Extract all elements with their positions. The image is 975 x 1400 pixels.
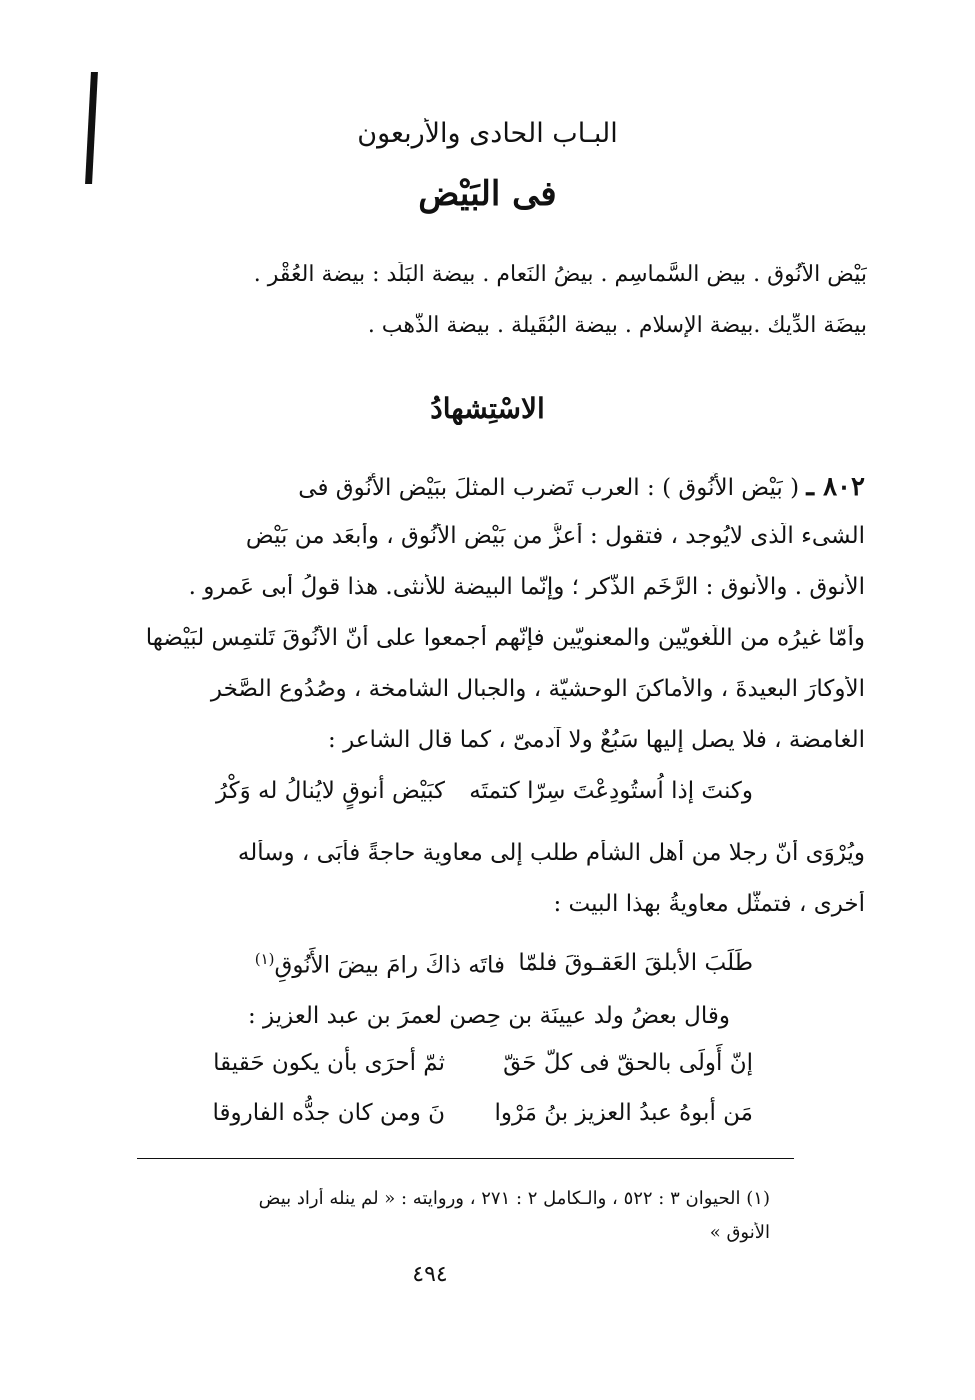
entry-text: ( بَيْض الأَنُوق ) : العرب تَضرب المثلَ ببَيْض الأَنُوق فى (298, 475, 800, 501)
verse-hemistich-first: إنّ أَولَى بالحقّ فى كلّ حَقّ (503, 1050, 753, 1076)
verse-hemistich-first: وكنتَ إذا اُستُودِعْتَ سِرّا كتمتَه (469, 778, 753, 804)
page-number: ٤٩٤ (412, 1262, 448, 1287)
footnote-line: الأنوق » (709, 1222, 770, 1243)
entry-number: ٨٠٢ ـ (806, 472, 865, 502)
chapter-subtitle: فى البَيْض (418, 174, 557, 214)
narration-line: أخرى ، فتمثّل معاويةُ بهذا البيت : (553, 891, 865, 917)
chapter-title: البـاب الحادى والأربعون (357, 118, 618, 149)
footnote-marker: (١) (254, 950, 275, 968)
entry-first-line (110, 472, 865, 502)
section-heading: الاسْتِشهادُ (430, 392, 545, 425)
margin-marker (85, 72, 98, 184)
verse-hemistich-second: كبَيْض أنوقٍ لايُنالُ له وَكْرُ (215, 778, 445, 804)
entry-line: الأوكارَ البعيدةَ ، والأماكنَ الوحشيّة ، والجبال الشامخة ، وصُدُوع الصَّخر (210, 676, 865, 702)
verse-text: فاتَه ذاكَ رامَ بيضَ الأَنُوقِ (274, 952, 505, 979)
footnote-line: (١) الحيوان ٣ : ٥٢٢ ، والـكامل ٢ : ٢٧١ ، وروايته : « لم ينله أراد بيض (258, 1188, 770, 1209)
topics-line: بَيْض الأَنُوق . بيض السَّماسِم . بيضُ النَعام . بيضة البَلَد : بيضة العُقْر . (253, 262, 867, 287)
verse-hemistich-second: نَ ومن كان جدُّه الفاروقا (212, 1100, 445, 1126)
verse-hemistich-second (255, 950, 505, 979)
entry-line: الغامضة ، فلا يصل إليها سَبُعٌ ولا آدمىّ ، كما قال الشاعر : (328, 727, 865, 753)
entry-line: الأنوق . والأَنوق : الرَّخَم الذَّكر ؛ وإنّما البيضة للأنثى. هذا قولُ أبى عَمرو . (188, 574, 865, 600)
narration-line: ويُرْوَى أنّ رجلا من أهل الشأم طلب إلى معاوية حاجةً فأبَى ، وسأله (237, 840, 865, 866)
footnote-divider (137, 1158, 794, 1159)
entry-line: وأمّا غيرُه من اللّغويّين والمعنويّين فإنّهم أجمعوا على أنّ الأَنُوقَ تَلتمِس لبَيْضها (145, 625, 865, 651)
verse-hemistich-first: مَن أبوهُ عبدُ العزيز بنُ مَرْوا (494, 1100, 753, 1126)
verse-hemistich-first: طَلَبَ الأبلقَ العَقـوقَ فلمّا (518, 950, 753, 976)
topics-line: بيضَة الدِّيك .بيضة الإسلام . بيضة البُقَيلة . بيضة الذَّهب . (367, 313, 867, 338)
narration-line: وقال بعضُ ولد عيينَة بن حِصن لعمرَ بن عبد العزيز : (247, 1003, 730, 1029)
entry-line: الشىء الّذى لايُوجد ، فتقول : أعزُّ من بَيْض الأَنُوق ، وأبعَد من بَيْض (245, 523, 865, 549)
verse-hemistich-second: ثمّ أحرَى بأن يكون حَقيقا (213, 1050, 445, 1076)
